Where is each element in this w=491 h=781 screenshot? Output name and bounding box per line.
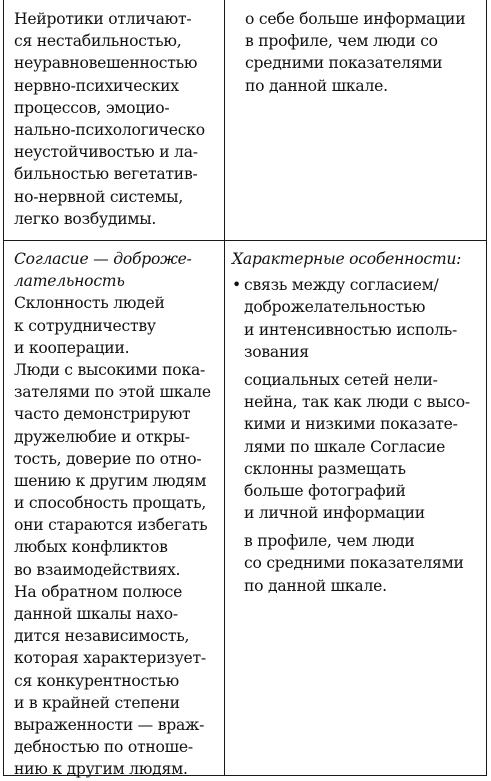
text-line: которая характеризует- [14,649,206,668]
text-line: процессов, эмоцио- [14,98,170,117]
text-line: во взаимодействиях. [14,560,181,579]
text-line: дится независимость, [14,627,190,646]
text-line: Нейротики отличают- [14,10,192,28]
text-line: и способность прощать, [14,494,207,513]
text-line: На обратном полюсе [14,582,183,601]
text-line: связь между согласием/ [244,276,439,295]
text-line: склонны размещать [244,459,406,478]
text-line: нейна, так как люди с высо- [244,393,470,412]
text-line: легко возбудимы. [14,209,157,228]
bullet-icon: • [232,276,242,295]
text-line: тость, доверие по отно- [14,449,202,468]
text-line: неустойчивостью и ла- [14,143,198,162]
row-divider [4,240,486,241]
text-line: дебностью по отноше- [14,738,193,757]
text-line: данной шкалы нахо- [14,605,178,623]
personality-traits-table [3,0,487,779]
text-line: и интенсивностью исполь- [244,320,458,339]
text-line: нию к другим людям. [14,760,188,779]
text-line: шению к другим людям [14,471,207,490]
text-line: Склонность людей [14,294,165,313]
text-line: Люди с высокими пока- [14,360,206,379]
text-line: ся конкурентностью [14,671,179,690]
text-line: нервно-психических [14,76,179,95]
row1-right-cell [245,8,483,97]
text-line: бильностью вегетатив- [14,165,198,184]
text-line: в профиле, чем люди [244,532,415,551]
list-item [232,274,484,597]
text-line: неуравновешенностью [14,54,198,73]
text-line: часто демонстрируют [14,405,191,424]
text-line: и личной информации [244,504,425,523]
text-line: к сотрудничеству [14,316,156,335]
text-line: в профиле, чем люди со [245,32,438,51]
text-line: по данной шкале. [244,576,387,595]
text-line: любых конфликтов [14,538,168,557]
row2-right-cell [232,248,484,597]
text-line: доброжелательностью [244,298,426,317]
features-heading: Характерные особенности: [232,250,462,268]
text-line: и кооперации. [14,338,130,357]
trait-heading: Согласие — доброже- [14,250,192,268]
row1-left-cell [14,8,222,230]
text-line: зателями по этой шкале [14,383,211,402]
text-line: социальных сетей нели- [244,370,438,389]
text-line: больше фотографий [244,481,406,500]
text-line: по данной шкале. [245,76,388,95]
text-line: и в крайней степени [14,693,180,712]
text-line: ся нестабильностью, [14,32,182,51]
text-line: зования [244,342,309,361]
text-line: лями по шкале Согласие [244,437,446,456]
text-line: они стараются избегать [14,516,208,535]
text-line: дружелюбие и откры- [14,427,190,446]
text-line: средними показателями [245,54,443,73]
text-line: выраженности — враж- [14,715,205,734]
text-line: но-нервной системы, [14,187,184,206]
column-divider [224,0,225,775]
text-line: нально-психологическо [14,120,205,139]
row2-left-cell [14,248,222,781]
text-line: со средними показателями [244,554,464,573]
trait-heading: лательность [14,272,125,291]
text-line: о себе больше информации [245,10,466,28]
text-line: кими и низкими показате- [244,415,458,434]
